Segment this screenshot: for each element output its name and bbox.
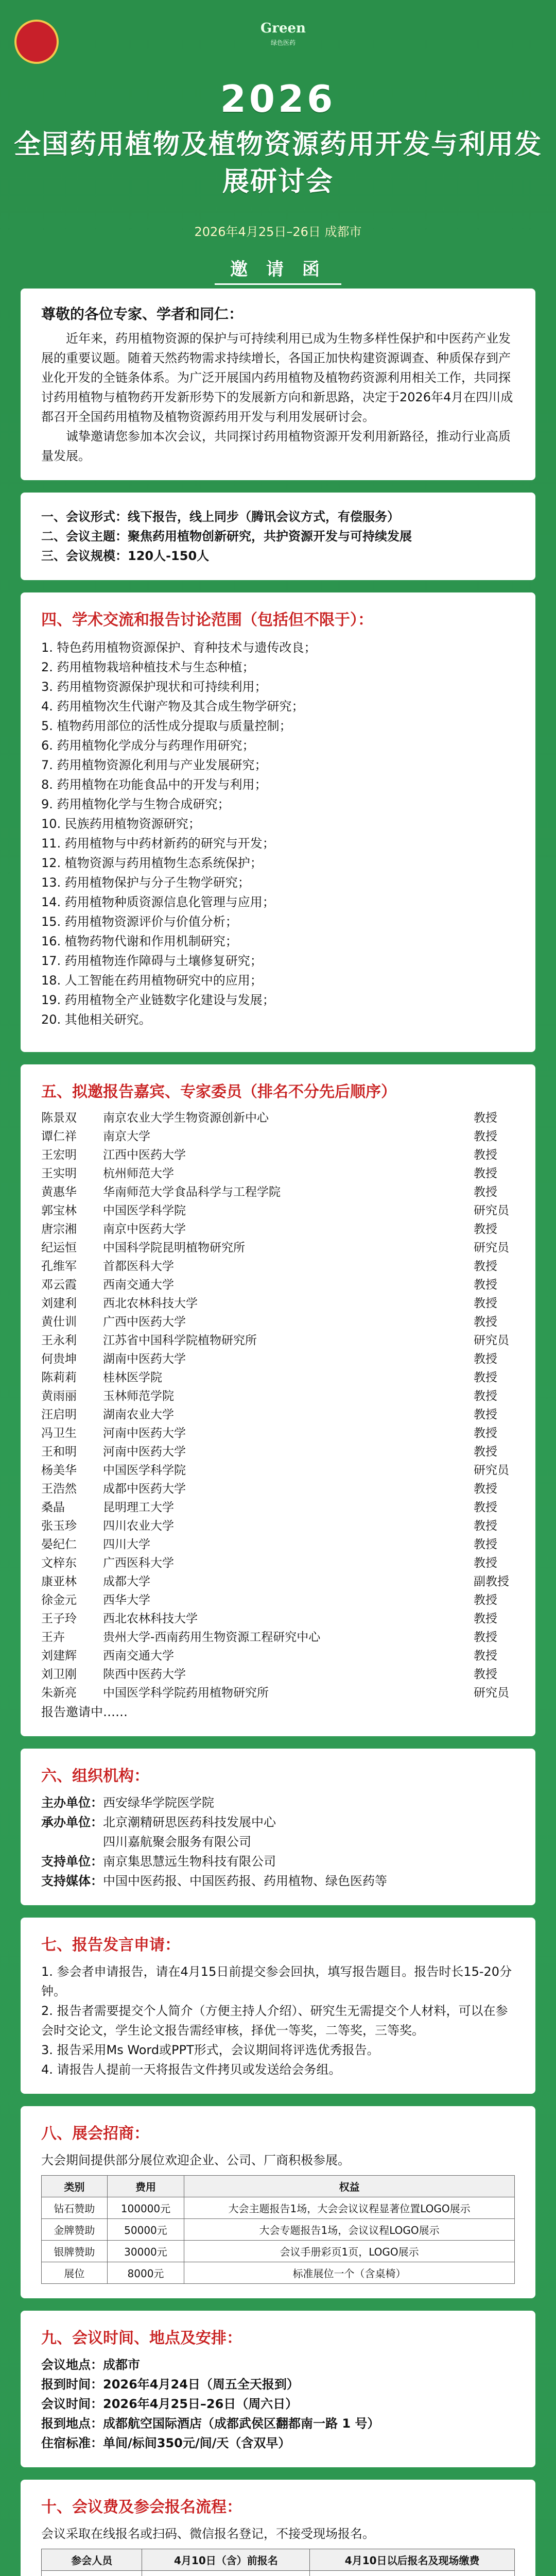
expert-title: 教授 xyxy=(474,1389,497,1403)
expert-title: 副教授 xyxy=(474,1575,509,1588)
table-cell xyxy=(310,2571,515,2576)
list-item: 17. 药用植物连作障碍与土壤修复研究； xyxy=(41,954,263,968)
expert-title: 教授 xyxy=(474,1223,497,1236)
expert-name: 王永利 xyxy=(41,1334,77,1347)
co-organizer-value: 北京潮精研思医药科技发展中心 xyxy=(103,1815,276,1829)
expert-affiliation: 中国科学院昆明植物研究所 xyxy=(103,1241,245,1255)
expert-name: 陈莉莉 xyxy=(41,1371,77,1384)
expert-affiliation: 桂林医学院 xyxy=(103,1371,162,1384)
list-item: 4. 请报告人提前一天将报告文件拷贝或发送给会务组。 xyxy=(41,2062,341,2077)
expert-name: 晏纪仁 xyxy=(41,1538,77,1551)
expert-title: 教授 xyxy=(474,1130,497,1143)
expert-name: 谭仁祥 xyxy=(41,1130,77,1143)
list-item: 15. 药用植物资源评价与价值分析； xyxy=(41,914,238,929)
table-cell: 标准展位一个（含桌椅） xyxy=(184,2262,515,2284)
meeting-scale: 三、会议规模：120人-150人 xyxy=(41,549,210,563)
expert-name: 王浩然 xyxy=(41,1482,77,1496)
list-item: 14. 药用植物种质资源信息化管理与应用； xyxy=(41,895,275,909)
expert-affiliation: 广西医科大学 xyxy=(103,1556,174,1570)
co-organizer-value: 四川嘉航聚会服务有限公司 xyxy=(103,1835,251,1849)
table-header: 4月10日（含）前报名 xyxy=(142,2549,310,2571)
table-cell: 金牌赞助 xyxy=(42,2219,108,2241)
expert-affiliation: 江西中医药大学 xyxy=(103,1148,186,1162)
co-organizer-label: 承办单位： xyxy=(41,1815,103,1829)
expert-affiliation: 中国医学科学院 xyxy=(103,1464,186,1477)
expert-name: 纪运恒 xyxy=(41,1241,77,1255)
exhibition-desc: 大会期间提供部分展位欢迎企业、公司、厂商积极参展。 xyxy=(41,2153,350,2167)
exhibition-card xyxy=(21,2106,535,2298)
topics-list xyxy=(41,638,515,1029)
expert-title: 教授 xyxy=(474,1631,497,1644)
checkin-time: 报到时间：2026年4月24日（周五全天报到） xyxy=(41,2377,299,2392)
expert-affiliation: 湖南中医药大学 xyxy=(103,1352,186,1366)
expert-affiliation: 四川大学 xyxy=(103,1538,150,1551)
list-item: 1. 参会者申请报告，请在4月15日前提交参会回执，填写报告题目。报告时长15-20分钟。 xyxy=(41,1964,512,1998)
expert-affiliation: 昆明理工大学 xyxy=(103,1501,174,1514)
list-item: 20. 其他相关研究。 xyxy=(41,1012,151,1027)
hotel-fee: 住宿标准：单间/标间350元/间/天（含双早） xyxy=(41,2436,291,2450)
header-banner xyxy=(0,0,556,289)
experts-more: 报告邀请中…… xyxy=(41,1705,128,1719)
meeting-city: 会议地点：成都市 xyxy=(41,2358,140,2372)
registration-desc: 会议采取在线报名或扫码、微信报名登记，不接受现场报名。 xyxy=(41,2527,375,2541)
table-cell: 钻石赞助 xyxy=(42,2197,108,2219)
list-item: 10. 民族药用植物资源研究； xyxy=(41,817,201,831)
organizer-label: 主办单位： xyxy=(41,1795,103,1810)
expert-name: 黄雨丽 xyxy=(41,1389,77,1403)
list-item: 19. 药用植物全产业链数字化建设与发展； xyxy=(41,993,275,1007)
expert-name: 唐宗湘 xyxy=(41,1223,77,1236)
list-item: 16. 植物药物代谢和作用机制研究； xyxy=(41,934,238,948)
list-item: 18. 人工智能在药用植物研究中的应用； xyxy=(41,973,263,988)
registration-card xyxy=(21,2480,535,2576)
table-cell: 50000元 xyxy=(107,2219,184,2241)
invite-heading-wrap xyxy=(0,255,556,281)
expert-name: 文梓东 xyxy=(41,1556,77,1570)
table-header: 4月10日以后报名及现场缴费 xyxy=(310,2549,515,2571)
expert-name: 王和明 xyxy=(41,1445,77,1459)
list-item: 4. 药用植物次生代谢产物及其合成生物学研究； xyxy=(41,699,304,714)
expert-title: 教授 xyxy=(474,1445,497,1459)
expert-affiliation: 华南师范大学食品科学与工程学院 xyxy=(103,1185,281,1199)
society-seal-logo xyxy=(14,20,59,64)
fee-table xyxy=(41,2549,515,2576)
expert-title: 教授 xyxy=(474,1594,497,1607)
expert-title: 教授 xyxy=(474,1260,497,1273)
expert-affiliation: 成都中医药大学 xyxy=(103,1482,186,1496)
greeting: 尊敬的各位专家、学者和同仁： xyxy=(41,306,244,323)
expert-affiliation: 南京大学 xyxy=(103,1130,150,1143)
table-cell: 大会主题报告1场，大会会议议程显著位置LOGO展示 xyxy=(184,2197,515,2219)
list-item: 8. 药用植物在功能食品中的开发与利用； xyxy=(41,777,267,792)
expert-title: 研究员 xyxy=(474,1204,509,1217)
expert-title: 教授 xyxy=(474,1408,497,1421)
report-application-card xyxy=(21,1918,535,2094)
expert-title: 教授 xyxy=(474,1111,497,1125)
expert-affiliation: 湖南农业大学 xyxy=(103,1408,174,1421)
list-item: 9. 药用植物化学与生物合成研究； xyxy=(41,797,230,811)
meeting-theme: 二、会议主题：聚焦药用植物创新研究，共护资源开发与可持续发展 xyxy=(41,529,412,544)
table-cell: 银牌赞助 xyxy=(42,2241,108,2262)
support-label: 支持单位： xyxy=(41,1854,103,1869)
topics-heading: 四、学术交流和报告讨论范围（包括但不限于）： xyxy=(41,611,373,629)
expert-affiliation: 南京中医药大学 xyxy=(103,1223,186,1236)
logo-row xyxy=(0,15,556,62)
list-item: 11. 药用植物与中药材新药的研究与开发； xyxy=(41,836,275,851)
sponsor-table xyxy=(41,2175,515,2284)
expert-affiliation: 四川农业大学 xyxy=(103,1519,174,1533)
expert-affiliation: 西北农林科技大学 xyxy=(103,1612,198,1625)
schedule-heading: 九、会议时间、地点及安排： xyxy=(41,2329,242,2347)
table-cell: 展位 xyxy=(42,2262,108,2284)
expert-affiliation: 西南交通大学 xyxy=(103,1278,174,1292)
expert-title: 教授 xyxy=(474,1612,497,1625)
expert-title: 教授 xyxy=(474,1297,497,1310)
expert-name: 王实明 xyxy=(41,1167,77,1180)
expert-name: 何贵坤 xyxy=(41,1352,77,1366)
expert-title: 教授 xyxy=(474,1352,497,1366)
expert-name: 黄仕训 xyxy=(41,1315,77,1329)
list-item: 12. 植物资源与药用植物生态系统保护； xyxy=(41,856,263,870)
expert-title: 教授 xyxy=(474,1519,497,1533)
list-item: 2. 报告者需要提交个人简介（方便主持人介绍）、研究生无需提交个人材料，可以在参会时交论文，学生论文报告需经审核，择优一等奖，二等奖，三等奖。 xyxy=(41,2004,508,2038)
experts-heading: 五、拟邀报告嘉宾、专家委员（排名不分先后顺序） xyxy=(41,1083,396,1101)
expert-title: 教授 xyxy=(474,1371,497,1384)
table-cell xyxy=(42,2571,142,2576)
expert-name: 桑晶 xyxy=(41,1501,65,1514)
table-header: 费用 xyxy=(107,2176,184,2197)
expert-title: 研究员 xyxy=(474,1686,509,1700)
table-row xyxy=(42,2571,515,2576)
expert-title: 教授 xyxy=(474,1167,497,1180)
expert-name: 杨美华 xyxy=(41,1464,77,1477)
table-header: 类别 xyxy=(42,2176,108,2197)
expert-title: 教授 xyxy=(474,1649,497,1663)
expert-title: 教授 xyxy=(474,1315,497,1329)
list-item: 6. 药用植物化学成分与药理作用研究； xyxy=(41,738,255,753)
expert-title: 教授 xyxy=(474,1482,497,1496)
expert-affiliation: 成都大学 xyxy=(103,1575,150,1588)
expert-affiliation: 西华大学 xyxy=(103,1594,150,1607)
expert-affiliation: 陕西中医药大学 xyxy=(103,1668,186,1681)
table-cell: 30000元 xyxy=(107,2241,184,2262)
logo-text: Green xyxy=(260,21,306,36)
table-row xyxy=(42,2219,515,2241)
logo-subtext: 绿色医药 xyxy=(270,39,296,46)
expert-title: 研究员 xyxy=(474,1241,509,1255)
media-value: 中国中医药报、中国医药报、药用植物、绿色医药等 xyxy=(103,1874,387,1888)
media-label: 支持媒体： xyxy=(41,1874,103,1888)
expert-title: 研究员 xyxy=(474,1464,509,1477)
expert-affiliation: 广西中医药大学 xyxy=(103,1315,186,1329)
expert-title: 教授 xyxy=(474,1538,497,1551)
list-item: 1. 特色药用植物资源保护、育种技术与遗传改良； xyxy=(41,640,317,655)
list-item: 13. 药用植物保护与分子生物学研究； xyxy=(41,875,250,890)
expert-name: 王宏明 xyxy=(41,1148,77,1162)
list-item: 5. 植物药用部位的活性成分提取与质量控制； xyxy=(41,719,292,733)
registration-heading: 十、会议费及参会报名流程： xyxy=(41,2498,242,2516)
table-header: 参会人员 xyxy=(42,2549,142,2571)
expert-affiliation: 贵州大学-西南药用生物资源工程研究中心 xyxy=(103,1631,321,1644)
meeting-format: 一、会议形式：线下报告，线上同步（腾讯会议方式，有偿服务） xyxy=(41,510,399,524)
expert-name: 朱新亮 xyxy=(41,1686,77,1700)
intro-card xyxy=(21,289,535,480)
expert-title: 教授 xyxy=(474,1185,497,1199)
expert-affiliation: 江苏省中国科学院植物研究所 xyxy=(103,1334,257,1347)
list-item: 3. 报告采用Ms Word或PPT形式，会议期间将评选优秀报告。 xyxy=(41,2043,379,2057)
expert-affiliation: 玉林师范学院 xyxy=(103,1389,174,1403)
intro-paragraph: 近年来，药用植物资源的保护与可持续利用已成为生物多样性保护和中医药产业发展的重要议题。随着天然药物需求持续增长，各国正加快构建资源调查、种质保存到产业化开发的全链条体系。为广泛开展国内药用植物及植物药资源利用相关工作，共同探讨药用植物与植物药开发新形势下的发展新方向和新思路，决定于2026年4月在四川成都召开全国药用植物及植物资源药用开发与利用发展研讨会。 xyxy=(41,331,513,424)
table-cell: 会议手册彩页1页，LOGO展示 xyxy=(184,2241,515,2262)
experts-card xyxy=(21,1064,535,1736)
expert-name: 刘建利 xyxy=(41,1297,77,1310)
format-card xyxy=(21,493,535,580)
list-item: 7. 药用植物资源化利用与产业发展研究； xyxy=(41,758,267,772)
table-cell: 100000元 xyxy=(107,2197,184,2219)
expert-name: 康亚林 xyxy=(41,1575,77,1588)
event-date: 2026年4月25日–26日 成都市 xyxy=(194,225,362,239)
organization-heading: 六、组织机构： xyxy=(41,1767,149,1785)
expert-name: 孔维军 xyxy=(41,1260,77,1273)
expert-affiliation: 中国医学科学院 xyxy=(103,1204,186,1217)
list-item: 3. 药用植物资源保护现状和可持续利用； xyxy=(41,680,267,694)
organization-card xyxy=(21,1749,535,1905)
table-header: 权益 xyxy=(184,2176,515,2197)
green-medicine-logo xyxy=(252,21,314,52)
expert-name: 汪启明 xyxy=(41,1408,77,1421)
organizer-value: 西安绿华学院医学院 xyxy=(103,1795,214,1810)
expert-name: 王子玲 xyxy=(41,1612,77,1625)
event-title: 全国药用植物及植物资源药用开发与利用发展研讨会 xyxy=(13,129,542,197)
expert-title: 教授 xyxy=(474,1556,497,1570)
expert-name: 陈景双 xyxy=(41,1111,77,1125)
list-item: 2. 药用植物栽培种植技术与生态种植； xyxy=(41,660,255,674)
report-heading: 七、报告发言申请： xyxy=(41,1936,180,1954)
schedule-card xyxy=(21,2311,535,2467)
table-cell: 大会专题报告1场，会议议程LOGO展示 xyxy=(184,2219,515,2241)
expert-affiliation: 杭州师范大学 xyxy=(103,1167,174,1180)
expert-name: 冯卫生 xyxy=(41,1427,77,1440)
table-row xyxy=(42,2241,515,2262)
expert-affiliation: 河南中医药大学 xyxy=(103,1445,186,1459)
expert-name: 黄惠华 xyxy=(41,1185,77,1199)
expert-affiliation: 西南交通大学 xyxy=(103,1649,174,1663)
expert-title: 教授 xyxy=(474,1668,497,1681)
meeting-time: 会议时间：2026年4月25日–26日（周六日） xyxy=(41,2397,298,2411)
expert-title: 研究员 xyxy=(474,1334,509,1347)
topics-card xyxy=(21,592,535,1052)
event-year: 2026 xyxy=(220,77,336,121)
table-cell xyxy=(142,2571,310,2576)
expert-affiliation: 中国医学科学院药用植物研究所 xyxy=(103,1686,269,1700)
expert-name: 王卉 xyxy=(41,1631,65,1644)
expert-name: 邓云霞 xyxy=(41,1278,77,1292)
table-row xyxy=(42,2197,515,2219)
experts-table xyxy=(41,1109,515,1702)
intro-paragraph: 诚挚邀请您参加本次会议，共同探讨药用植物资源开发利用新路径，推动行业高质量发展。 xyxy=(41,429,511,463)
expert-name: 张玉珍 xyxy=(41,1519,77,1533)
expert-name: 刘建辉 xyxy=(41,1649,77,1663)
expert-name: 徐金元 xyxy=(41,1594,77,1607)
expert-affiliation: 南京农业大学生物资源创新中心 xyxy=(103,1111,269,1125)
expert-name: 刘卫刚 xyxy=(41,1668,77,1681)
table-cell: 8000元 xyxy=(107,2262,184,2284)
support-value: 南京集思慧远生物科技有限公司 xyxy=(103,1854,276,1869)
invite-heading: 邀 请 函 xyxy=(215,255,341,285)
expert-name: 郭宝林 xyxy=(41,1204,77,1217)
table-row xyxy=(42,2262,515,2284)
checkin-place: 报到地点：成都航空国际酒店（成都武侯区翻都南一路 1 号） xyxy=(41,2416,380,2431)
expert-title: 教授 xyxy=(474,1148,497,1162)
exhibition-heading: 八、展会招商： xyxy=(41,2125,149,2143)
expert-affiliation: 首都医科大学 xyxy=(103,1260,174,1273)
expert-title: 教授 xyxy=(474,1427,497,1440)
expert-title: 教授 xyxy=(474,1278,497,1292)
expert-title: 教授 xyxy=(474,1501,497,1514)
expert-affiliation: 河南中医药大学 xyxy=(103,1427,186,1440)
expert-affiliation: 西北农林科技大学 xyxy=(103,1297,198,1310)
